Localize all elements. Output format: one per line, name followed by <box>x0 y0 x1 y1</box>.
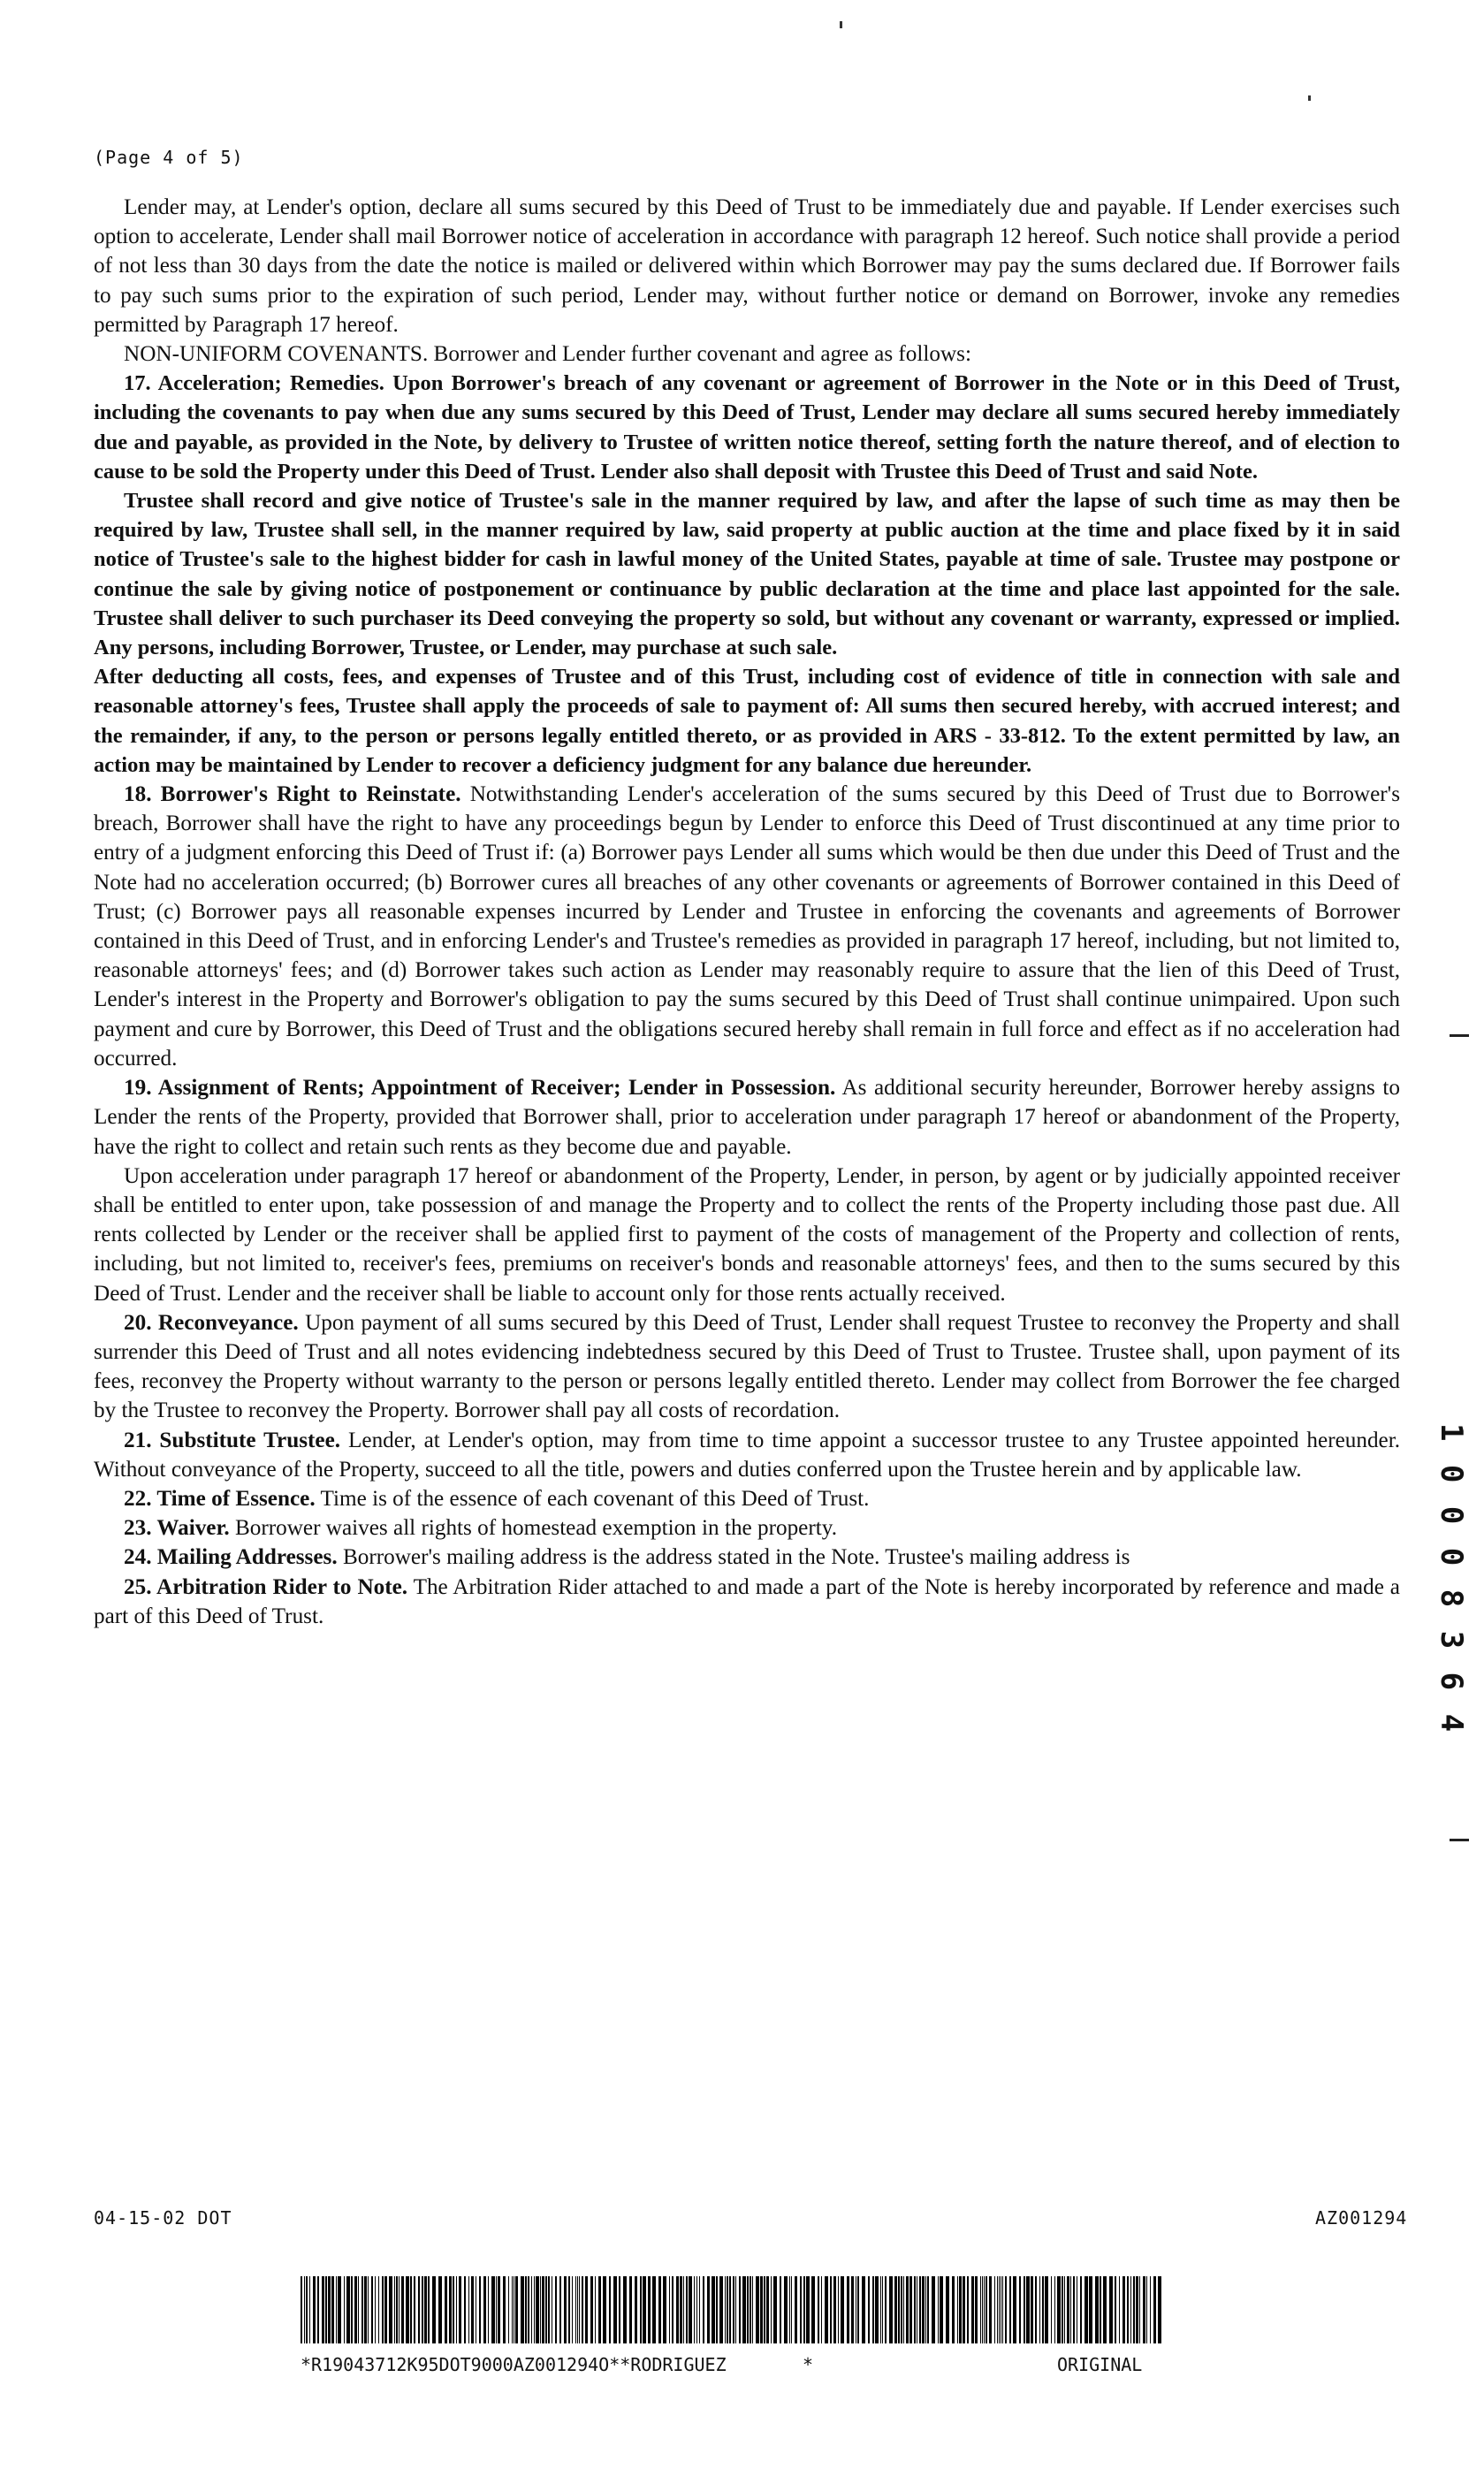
barcode-bar <box>903 2276 904 2343</box>
barcode-bar <box>399 2276 400 2343</box>
barcode-bar <box>531 2276 532 2343</box>
barcode-bar <box>1009 2276 1011 2343</box>
barcode-bar <box>959 2276 962 2343</box>
barcode-bar <box>699 2276 700 2343</box>
barcode-bar <box>488 2276 489 2343</box>
barcode-bar <box>766 2276 769 2343</box>
paragraph-24-mailing-addresses: 24. Mailing Addresses. Borrower's mailing address is the address stated in the Note. Trustee's mailing address is <box>124 1545 1130 1570</box>
recording-stamp <box>1434 1423 1469 1830</box>
barcode-bar <box>534 2276 535 2343</box>
barcode-bar <box>898 2276 900 2343</box>
barcode-bar <box>771 2276 772 2343</box>
barcode-bar <box>579 2276 580 2343</box>
barcode-bar <box>1084 2276 1088 2343</box>
barcode-bar <box>957 2276 958 2343</box>
barcode-bar <box>756 2276 759 2343</box>
barcode-bar <box>669 2276 670 2343</box>
barcode-bar <box>1139 2276 1140 2343</box>
barcode-bar <box>1067 2276 1069 2343</box>
barcode-bar <box>800 2276 802 2343</box>
barcode-bar <box>847 2276 849 2343</box>
paragraph-18-reinstate: 18. Borrower's Right to Reinstate. Notwithstanding Lender's acceleration of the sums secured by this Deed of Trust due to Borrower's breach, Borrower shall have the right to have any proceedings begun by Lender to enforce this Deed of Trust discontinued at any time prior to entry of a judgment enforcing this Deed of Trust if: (a) Borrower pays Lender all sums which would be then due under this Deed of Trust and the Note had no acceleration occurred; (b) Borrower cures all breaches of any other covenants or agreements of Borrower contained in this Deed of Trust; (c) Borrower pays all reasonable expenses incurred by Lender and Trustee in enforcing the covenants and agreements of Borrower contained in this Deed of Trust, and in enforcing Lender's and Trustee's remedies as provided in paragraph 17 hereof, including, but not limited to, reasonable attorneys' fees; and (d) Borrower takes such action as Lender may reasonably require to assure that the lien of this Deed of Trust, Lender's interest in the Property and Borrower's obligation to pay the sums secured by this Deed of Trust shall continue unimpaired. Upon such payment and cure by Borrower, this Deed of Trust and the obligations secured hereby shall remain in full force and effect as if no acceleration had occurred. <box>94 782 1401 1071</box>
barcode-bar <box>609 2276 611 2343</box>
barcode-bar <box>875 2276 879 2343</box>
barcode-bar <box>422 2276 423 2343</box>
barcode-bar <box>932 2276 935 2343</box>
barcode-bar <box>1143 2276 1145 2343</box>
barcode-bar <box>536 2276 539 2343</box>
barcode-bar <box>980 2276 981 2343</box>
barcode-bar <box>1062 2276 1063 2343</box>
barcode-bar <box>906 2276 909 2343</box>
barcode-bar <box>648 2276 651 2343</box>
barcode-bar <box>971 2276 974 2343</box>
barcode-bar <box>515 2276 518 2343</box>
barcode-bar <box>542 2276 544 2343</box>
barcode-bar <box>559 2276 561 2343</box>
barcode-bar <box>1100 2276 1101 2343</box>
barcode-bar <box>396 2276 398 2343</box>
barcode-bar <box>733 2276 734 2343</box>
barcode-bar <box>901 2276 902 2343</box>
barcode-bar <box>984 2276 985 2343</box>
paragraph-trustee-sale: Trustee shall record and give notice of Trustee's sale in the manner required by law, and after the lapse of such time as may then be required by law, Trustee shall sell, in the manner required by law, said property at public auction at the time and place fixed by it in said notice of Trustee's sale to the highest bidder for cash in lawful money of the United States, payable at time of sale. Trustee may postpone or continue the sale by giving notice of postponement or continuance by public declaration at the time and place last appointed for the sale. Trustee shall deliver to such purchaser its Deed conveying the property so sold, but without any covenant or warranty, expressed or implied. Any persons, including Borrower, Trustee, or Lender, may purchase at such sale. <box>94 489 1400 660</box>
barcode-bar <box>590 2276 593 2343</box>
barcode-star: * <box>803 2354 814 2375</box>
barcode-bar <box>1026 2276 1030 2343</box>
barcode-bar <box>1136 2276 1138 2343</box>
barcode-bar <box>623 2276 627 2343</box>
barcode-bar <box>760 2276 763 2343</box>
barcode-bar <box>479 2276 481 2343</box>
barcode-bar <box>994 2276 995 2343</box>
barcode-bar <box>880 2276 881 2343</box>
barcode-bar <box>982 2276 983 2343</box>
barcode-bar <box>358 2276 359 2343</box>
barcode-bar <box>946 2276 949 2343</box>
paragraph-acceleration-option: Lender may, at Lender's option, declare all sums secured by this Deed of Trust to be immediately due and payable. If Lender exercises such option to accelerate, Lender shall mail Borrower notice of acceleration in accordance with paragraph 12 hereof. Such notice shall provide a period of not less than 30 days from the date the notice is mailed or delivered within which Borrower may pay the sums declared due. If Borrower fails to pay such sums prior to the expiration of such period, Lender may, without further notice or demand on Borrower, invoke any remedies permitted by Paragraph 17 hereof. <box>94 195 1400 337</box>
barcode-bar <box>331 2276 334 2343</box>
barcode-bar <box>1095 2276 1099 2343</box>
barcode-bar <box>1109 2276 1113 2343</box>
barcode-bar <box>914 2276 916 2343</box>
barcode-bar <box>795 2276 797 2343</box>
barcode-bar <box>862 2276 865 2343</box>
original-label: ORIGINAL <box>1057 2354 1143 2375</box>
barcode-bar <box>503 2276 506 2343</box>
barcode-bar <box>619 2276 620 2343</box>
barcode-bar <box>344 2276 345 2343</box>
paragraph-19-assignment-of-rents: 19. Assignment of Rents; Appointment of Receiver; Lender in Possession. As additional security hereunder, Borrower hereby assigns to Lender the rents of the Property, provided that Borrower shall, prior to acceleration under paragraph 17 hereof or abandonment of the Property, have the right to collect and retain such rents as they become due and payable. <box>94 1076 1400 1159</box>
barcode-bar <box>1051 2276 1052 2343</box>
barcode-bar <box>791 2276 792 2343</box>
page-number-label: (Page 4 of 5) <box>94 147 244 168</box>
barcode-bar <box>643 2276 646 2343</box>
barcode-bar <box>1123 2276 1125 2343</box>
barcode-bar <box>496 2276 497 2343</box>
barcode-bar <box>1073 2276 1075 2343</box>
barcode-bar <box>789 2276 790 2343</box>
barcode-bar <box>378 2276 379 2343</box>
barcode-bar <box>727 2276 728 2343</box>
barcode-bar <box>729 2276 731 2343</box>
barcode-bar <box>322 2276 324 2343</box>
barcode-bar <box>780 2276 781 2343</box>
barcode-bar <box>703 2276 704 2343</box>
paragraph-21-substitute-trustee: 21. Substitute Trustee. Lender, at Lender's option, may from time to time appoint a successor trustee to any Trustee appointed hereunder. Without conveyance of the Property, succeed to all the title, powers and duties conferred upon the Trustee herein and by applicable law. <box>94 1428 1401 1482</box>
barcode-bar <box>453 2276 454 2343</box>
barcode-bar <box>672 2276 674 2343</box>
document-barcode <box>301 2276 1167 2343</box>
scan-speck <box>840 21 842 28</box>
barcode-bar <box>940 2276 943 2343</box>
barcode-bar <box>301 2276 302 2343</box>
barcode-bar <box>575 2276 576 2343</box>
barcode-bar <box>1031 2276 1033 2343</box>
barcode-bar <box>938 2276 939 2343</box>
barcode-bar <box>304 2276 305 2343</box>
barcode-bar <box>963 2276 965 2343</box>
barcode-bar <box>635 2276 637 2343</box>
barcode-bar <box>317 2276 319 2343</box>
barcode-bar <box>989 2276 992 2343</box>
barcode-bar <box>512 2276 513 2343</box>
barcode-bar <box>351 2276 353 2343</box>
paragraph-rents-collection: Upon acceleration under paragraph 17 hereof or abandonment of the Property, Lender, in person, by agent or by judicially appointed receiver shall be entitled to enter upon, take possession of and manage the Property and to collect the rents of the Property including those past due. All rents collected by Lender or the receiver shall be applied first to payment of the costs of management of the Property and collection of rents, including, but not limited to, receiver's fees, premiums on receiver's bonds and reasonable attorneys' fees, and then to the sums secured by this Deed of Trust. Lender and the receiver shall be liable to account only for those rents actually received. <box>94 1163 1400 1306</box>
barcode-bar <box>525 2276 527 2343</box>
barcode-bar <box>603 2276 606 2343</box>
barcode-bar <box>889 2276 893 2343</box>
paragraph-sale-proceeds: After deducting all costs, fees, and expenses of Trustee and of this Trust, including cost of evidence of title in connection with sale and reasonable attorney's fees, Trustee shall apply the proceeds of sale to payment of: All sums then secured hereby, with accrued interest; and the remainder, if any, to the person or persons legally entitled thereto, or as provided in ARS - 33-812. To the extent permitted by law, an action may be maintained by Lender to recover a deficiency judgment for any balance due hereunder. <box>94 665 1400 777</box>
barcode-bar <box>872 2276 874 2343</box>
barcode-bar <box>967 2276 969 2343</box>
barcode-bar <box>818 2276 819 2343</box>
barcode-bar <box>719 2276 723 2343</box>
barcode-bar <box>1064 2276 1065 2343</box>
barcode-bar <box>1153 2276 1156 2343</box>
barcode-bar <box>418 2276 420 2343</box>
barcode-bar <box>747 2276 749 2343</box>
barcode-bar <box>1013 2276 1016 2343</box>
barcode-bar <box>784 2276 788 2343</box>
barcode-bar <box>997 2276 998 2343</box>
barcode-bar <box>572 2276 573 2343</box>
barcode-bar <box>838 2276 839 2343</box>
barcode-bar <box>456 2276 457 2343</box>
paragraph-25-arbitration-rider: 25. Arbitration Rider to Note. The Arbitration Rider attached to and made a part of the Note is hereby incorporated by reference and made a part of this Deed of Trust. <box>94 1574 1400 1628</box>
barcode-bar <box>354 2276 357 2343</box>
barcode-bar <box>401 2276 404 2343</box>
barcode-bar <box>375 2276 376 2343</box>
barcode-bar <box>491 2276 495 2343</box>
barcode-bar <box>629 2276 632 2343</box>
barcode-bar <box>309 2276 310 2343</box>
barcode-bar <box>406 2276 409 2343</box>
barcode-bar <box>361 2276 363 2343</box>
barcode-bar <box>707 2276 710 2343</box>
barcode-bar <box>1089 2276 1092 2343</box>
barcode-bar <box>540 2276 541 2343</box>
barcode-bar <box>830 2276 832 2343</box>
barcode-bar <box>313 2276 316 2343</box>
barcode-bar <box>1119 2276 1120 2343</box>
barcode-bar <box>468 2276 469 2343</box>
barcode-bar <box>414 2276 415 2343</box>
barcode-bar <box>694 2276 695 2343</box>
barcode-bar <box>449 2276 452 2343</box>
barcode-bar <box>764 2276 765 2343</box>
barcode-bar <box>1035 2276 1037 2343</box>
barcode-bar <box>909 2276 912 2343</box>
barcode-bar <box>1045 2276 1048 2343</box>
barcode-bar <box>528 2276 529 2343</box>
barcode-bar <box>851 2276 854 2343</box>
barcode-bar <box>975 2276 978 2343</box>
barcode-bar <box>742 2276 746 2343</box>
barcode-bar <box>548 2276 550 2343</box>
barcode-bar <box>432 2276 436 2343</box>
form-number: AZ001294 <box>1315 2207 1408 2229</box>
paragraph-20-reconveyance: 20. Reconveyance. Upon payment of all sums secured by this Deed of Trust, Lender shall request Trustee to reconvey the Property and shall surrender this Deed of Trust and all notes evidencing indebtedness secured by this Deed of Trust to Trustee. Trustee shall, upon payment of its fees, reconvey the Property without warranty to the person or persons legally entitled thereto. Lender may collect from Borrower the fee charged by the Trustee to reconvey the Property. Borrower shall pay all costs of recordation. <box>94 1310 1401 1423</box>
paragraph-non-uniform-covenants: NON-UNIFORM COVENANTS. Borrower and Lender further covenant and agree as follows: <box>124 342 971 367</box>
barcode-bar <box>389 2276 392 2343</box>
barcode-bar <box>927 2276 929 2343</box>
barcode-bar <box>382 2276 384 2343</box>
barcode-bar <box>371 2276 373 2343</box>
barcode-bar <box>368 2276 369 2343</box>
barcode-bar <box>338 2276 341 2343</box>
barcode-bar <box>325 2276 327 2343</box>
paragraph-22-time-of-essence: 22. Time of Essence. Time is of the essence of each covenant of this Deed of Trust. <box>124 1486 870 1511</box>
barcode-bar <box>857 2276 859 2343</box>
barcode-bar <box>328 2276 331 2343</box>
barcode-bar <box>1005 2276 1007 2343</box>
paragraph-17-acceleration-remedies: 17. Acceleration; Remedies. Upon Borrower's breach of any covenant or agreement of Borrower in the Note or in this Deed of Trust, including the covenants to pay when due any sums secured by this Deed of Trust, Lender may declare all sums secured hereby immediately due and payable, as provided in the Note, by delivery to Trustee of written notice thereof, setting forth the nature thereof, and of election to cause to be sold the Property under this Deed of Trust. Lender also shall deposit with Trustee this Deed of Trust and said Note. <box>94 371 1401 484</box>
barcode-bar <box>725 2276 726 2343</box>
barcode-bar <box>394 2276 395 2343</box>
barcode-bar <box>1130 2276 1131 2343</box>
barcode-bar <box>1057 2276 1061 2343</box>
barcode-bar <box>1103 2276 1107 2343</box>
barcode-bar <box>384 2276 387 2343</box>
barcode-bar <box>438 2276 442 2343</box>
barcode-bar <box>585 2276 588 2343</box>
barcode-bar <box>1039 2276 1040 2343</box>
barcode-bar <box>471 2276 474 2343</box>
barcode-bar <box>811 2276 815 2343</box>
barcode-bar <box>582 2276 583 2343</box>
barcode-bar <box>833 2276 836 2343</box>
barcode-bar <box>1146 2276 1147 2343</box>
barcode-bar <box>925 2276 926 2343</box>
barcode-bar <box>663 2276 666 2343</box>
barcode-bar <box>773 2276 777 2343</box>
barcode-bar <box>1158 2276 1161 2343</box>
barcode-bar <box>1070 2276 1071 2343</box>
barcode-bar <box>521 2276 524 2343</box>
barcode-bar <box>821 2276 822 2343</box>
barcode-bar <box>1133 2276 1135 2343</box>
barcode-bar <box>1024 2276 1025 2343</box>
barcode-bar <box>410 2276 412 2343</box>
barcode-bar <box>498 2276 500 2343</box>
barcode-bar <box>424 2276 427 2343</box>
deed-body-text <box>94 193 1400 1631</box>
barcode-bar <box>568 2276 570 2343</box>
barcode-bar <box>882 2276 883 2343</box>
barcode-bar <box>1127 2276 1129 2343</box>
barcode-caption: *R19043712K95DOT9000AZ001294O**RODRIGUEZ <box>301 2354 727 2375</box>
barcode-bar <box>712 2276 715 2343</box>
barcode-bar <box>735 2276 736 2343</box>
barcode-bar <box>686 2276 688 2343</box>
barcode-bar <box>952 2276 955 2343</box>
barcode-bar <box>683 2276 684 2343</box>
barcode-bar <box>1054 2276 1055 2343</box>
barcode-bar <box>658 2276 661 2343</box>
barcode-bar <box>806 2276 810 2343</box>
barcode-bar <box>306 2276 308 2343</box>
barcode-bar <box>986 2276 987 2343</box>
barcode-bar <box>739 2276 741 2343</box>
barcode-bar <box>577 2276 578 2343</box>
barcode-bar <box>922 2276 925 2343</box>
barcode-bar <box>346 2276 350 2343</box>
scan-mark <box>1450 1034 1469 1037</box>
barcode-bar <box>595 2276 596 2343</box>
barcode-bar <box>1002 2276 1003 2343</box>
barcode-bar <box>894 2276 897 2343</box>
barcode-bar <box>885 2276 887 2343</box>
barcode-bar <box>336 2276 337 2343</box>
barcode-bar <box>564 2276 567 2343</box>
barcode-bar <box>752 2276 753 2343</box>
barcode-bar <box>545 2276 547 2343</box>
barcode-bar <box>680 2276 682 2343</box>
barcode-bar <box>868 2276 870 2343</box>
barcode-bar <box>1115 2276 1116 2343</box>
form-code: 04-15-02 DOT <box>94 2207 232 2229</box>
barcode-bar <box>1019 2276 1021 2343</box>
barcode-bar <box>640 2276 642 2343</box>
barcode-bar <box>445 2276 447 2343</box>
barcode-bar <box>825 2276 828 2343</box>
barcode-bar <box>598 2276 601 2343</box>
barcode-bar <box>803 2276 805 2343</box>
scan-mark <box>1450 1839 1469 1841</box>
paragraph-23-waiver: 23. Waiver. Borrower waives all rights of homestead exemption in the property. <box>124 1516 837 1541</box>
barcode-bar <box>750 2276 751 2343</box>
barcode-bar <box>1080 2276 1082 2343</box>
barcode-bar <box>689 2276 692 2343</box>
barcode-bar <box>652 2276 656 2343</box>
barcode-bar <box>696 2276 697 2343</box>
barcode-bar <box>1150 2276 1151 2343</box>
barcode-bar <box>919 2276 921 2343</box>
barcode-bar <box>676 2276 679 2343</box>
barcode-bar <box>999 2276 1000 2343</box>
barcode-bar <box>483 2276 486 2343</box>
barcode-bar <box>841 2276 844 2343</box>
recording-stamp-number: 1 0 0 0 8 3 6 4 <box>1434 1423 1469 1735</box>
barcode-bar <box>555 2276 557 2343</box>
barcode-bar <box>364 2276 367 2343</box>
barcode-bar <box>464 2276 466 2343</box>
barcode-bar <box>459 2276 461 2343</box>
barcode-bar <box>613 2276 617 2343</box>
barcode-bar <box>508 2276 509 2343</box>
scan-speck <box>1308 95 1311 101</box>
barcode-bar <box>1042 2276 1044 2343</box>
barcode-bar <box>428 2276 430 2343</box>
barcode-bar <box>716 2276 718 2343</box>
